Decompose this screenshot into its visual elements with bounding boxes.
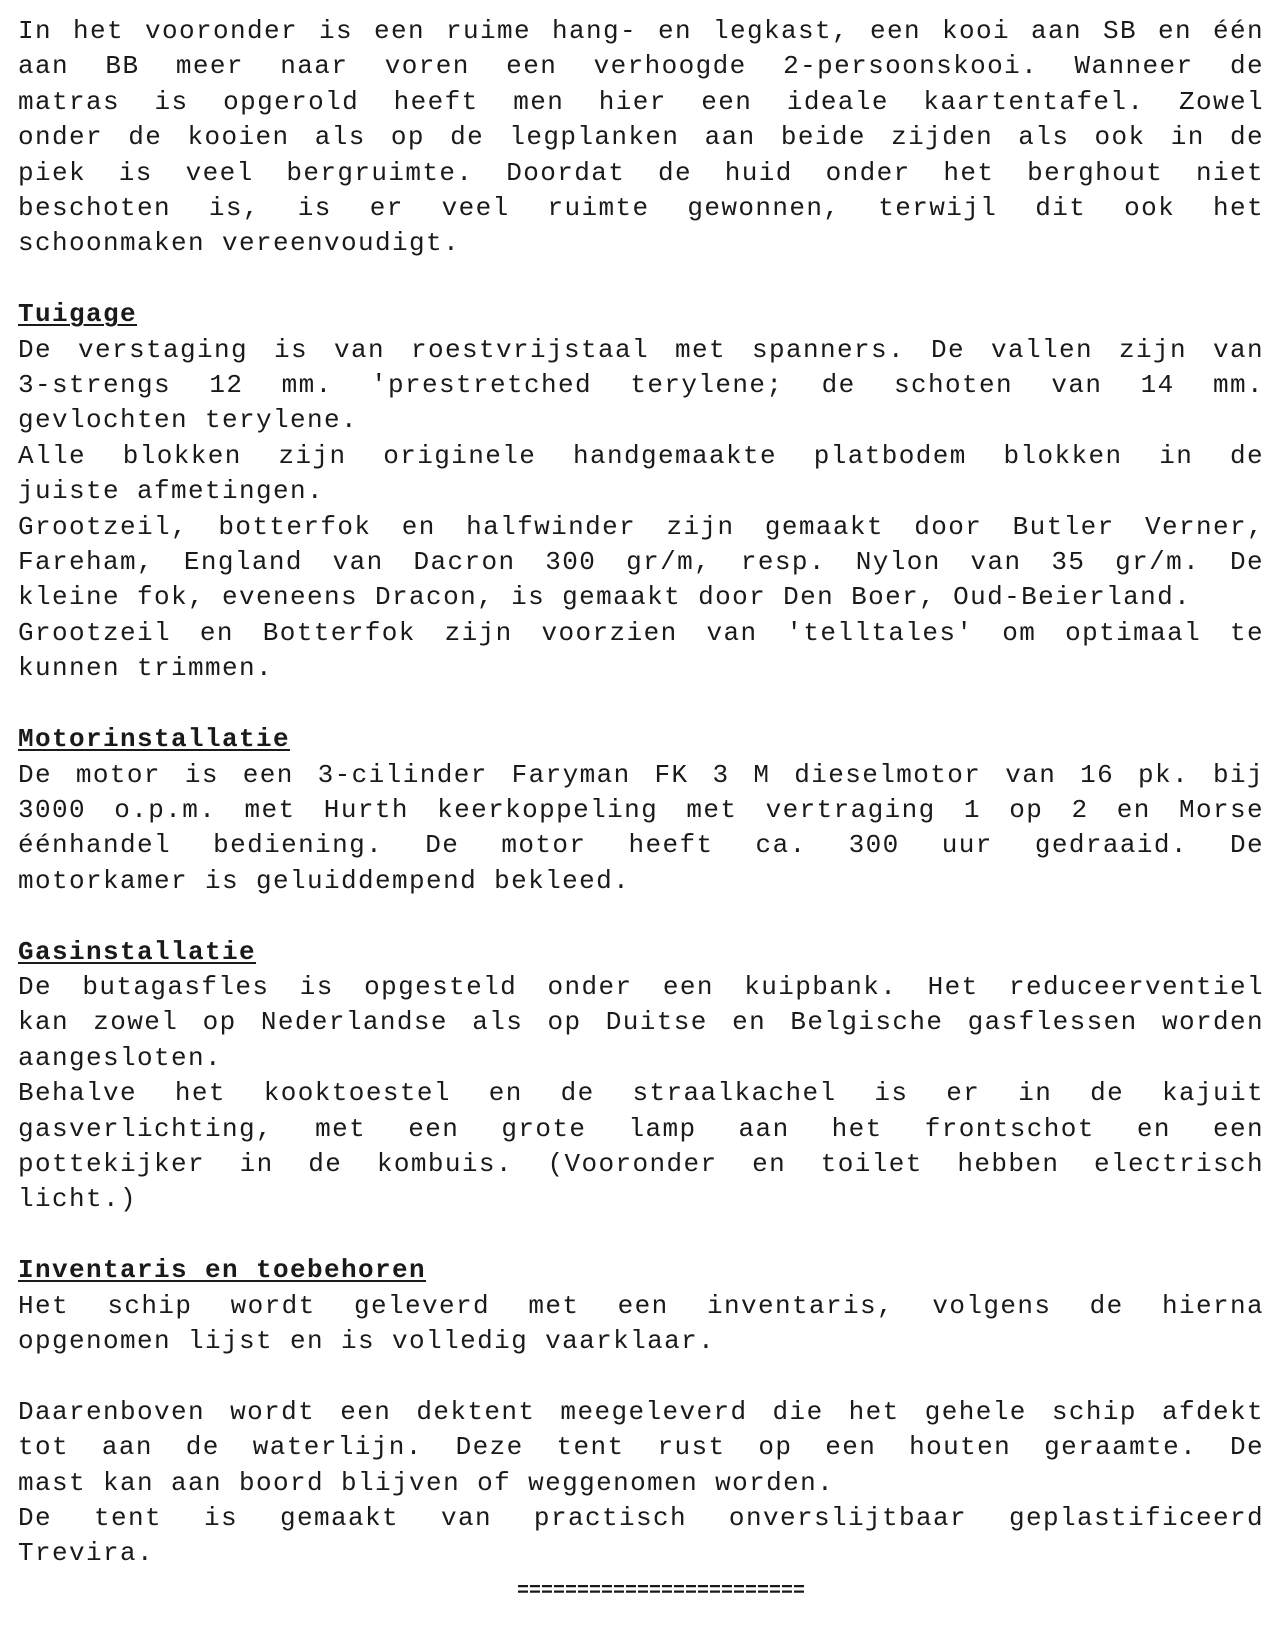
document-page <box>18 14 1264 1606</box>
motor-section <box>18 722 1264 899</box>
intro-line: aan BB meer naar voren een verhoogde 2-persoonskooi. Wanneer de <box>18 51 1264 82</box>
gas-line: De butagasfles is opgesteld onder een kuipbank. Het reduceerventiel <box>18 971 1264 1002</box>
gas-line: kan zowel op Nederlandse als op Duitse en Belgische gasflessen worden <box>18 1007 1264 1038</box>
motor-line: éénhandel bediening. De motor heeft ca. 300 uur gedraaid. De <box>18 830 1264 861</box>
spacer <box>18 1359 1264 1394</box>
gas-line: licht.) <box>18 1184 138 1215</box>
intro-line: piek is veel bergruimte. Doordat de huid onder het berghout niet <box>18 157 1264 188</box>
tuigage-line: Fareham, England van Dacron 300 gr/m, resp. Nylon van 35 gr/m. De <box>18 547 1264 578</box>
intro-line: onder de kooien als op de legplanken aan beide zijden als ook in de <box>18 122 1264 153</box>
intro-line: In het vooronder is een ruime hang- en legkast, een kooi aan SB en één <box>18 16 1264 46</box>
gas-line: gasverlichting, met een grote lamp aan het frontschot en een <box>18 1113 1264 1144</box>
gas-line: Behalve het kooktoestel en de straalkachel is er in de kajuit <box>18 1078 1264 1109</box>
tuigage-line: gevlochten terylene. <box>18 405 359 436</box>
intro-line: matras is opgerold heeft men hier een ideale kaartentafel. Zowel <box>18 86 1264 117</box>
spacer <box>18 262 1264 297</box>
motor-line: De motor is een 3-cilinder Faryman FK 3 M dieselmotor van 16 pk. bij <box>18 759 1264 790</box>
inventaris-line: opgenomen lijst en is volledig vaarklaar. <box>18 1325 716 1356</box>
tuigage-line: juiste afmetingen. <box>18 476 325 507</box>
section-heading-gasinstallatie: Gasinstallatie <box>18 936 257 967</box>
section-heading-inventaris: Inventaris en toebehoren <box>18 1255 427 1286</box>
gas-section <box>18 935 1264 1218</box>
tuigage-line: kleine fok, eveneens Dracon, is gemaakt door Den Boer, Oud-Beierland. <box>18 582 1192 613</box>
gas-line: pottekijker in de kombuis. (Vooronder en toilet hebben electrisch <box>18 1148 1264 1179</box>
tuigage-section <box>18 297 1264 686</box>
spacer <box>18 1218 1264 1253</box>
separator-rule: ======================== <box>516 1579 806 1603</box>
section-heading-tuigage: Tuigage <box>18 299 138 330</box>
intro-line: beschoten is, is er veel ruimte gewonnen, terwijl dit ook het <box>18 193 1264 224</box>
intro-section <box>18 14 1264 262</box>
gas-line: aangesloten. <box>18 1042 223 1073</box>
intro-line: schoonmaken vereenvoudigt. <box>18 228 461 259</box>
dektent-line: De tent is gemaakt van practisch onverslijtbaar geplastificeerd <box>18 1502 1264 1533</box>
tuigage-line: Grootzeil en Botterfok zijn voorzien van 'telltales' om optimaal te <box>18 617 1264 648</box>
dektent-line: tot aan de waterlijn. Deze tent rust op een houten geraamte. De <box>18 1432 1264 1463</box>
tuigage-line: Grootzeil, botterfok en halfwinder zijn gemaakt door Butler Verner, <box>18 511 1264 542</box>
tuigage-line: 3-strengs 12 mm. 'prestretched terylene; de schoten van 14 mm. <box>18 370 1264 401</box>
dektent-section <box>18 1395 1264 1572</box>
motor-line: 3000 o.p.m. met Hurth keerkoppeling met vertraging 1 op 2 en Morse <box>18 794 1264 825</box>
tuigage-line: kunnen trimmen. <box>18 653 274 684</box>
motor-line: motorkamer is geluiddempend bekleed. <box>18 865 631 896</box>
tuigage-line: Alle blokken zijn originele handgemaakte platbodem blokken in de <box>18 440 1264 471</box>
section-heading-motorinstallatie: Motorinstallatie <box>18 724 291 755</box>
inventaris-section <box>18 1253 1264 1359</box>
dektent-line: mast kan aan boord blijven of weggenomen worden. <box>18 1467 835 1498</box>
spacer <box>18 687 1264 722</box>
spacer <box>18 899 1264 934</box>
dektent-line: Trevira. <box>18 1538 155 1569</box>
inventaris-line: Het schip wordt geleverd met een inventaris, volgens de hierna <box>18 1290 1264 1321</box>
tuigage-line: De verstaging is van roestvrijstaal met spanners. De vallen zijn van <box>18 334 1264 365</box>
dektent-line: Daarenboven wordt een dektent meegeleverd die het gehele schip afdekt <box>18 1396 1264 1427</box>
